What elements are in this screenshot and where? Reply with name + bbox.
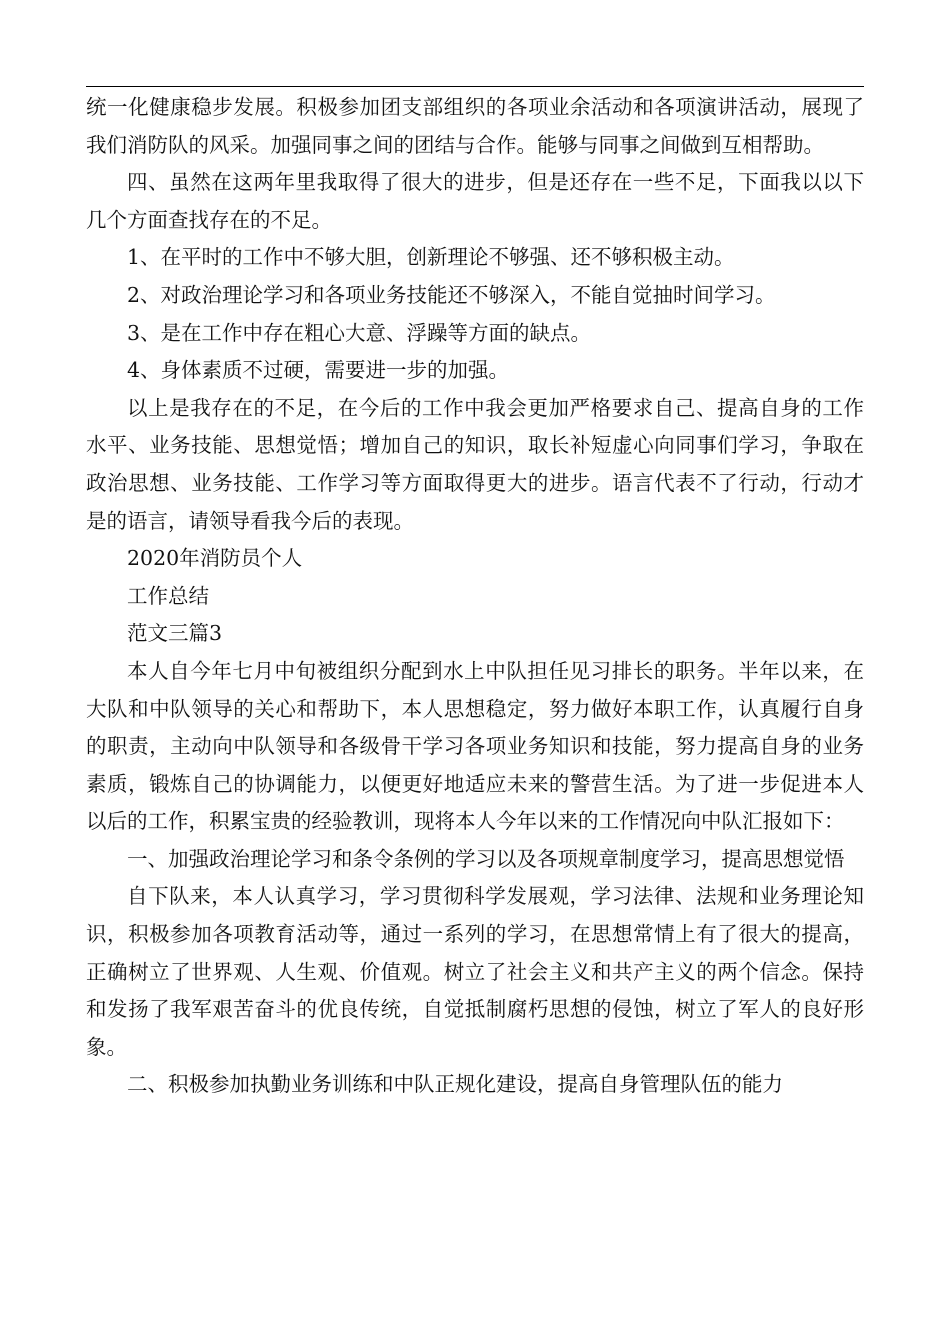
list-item-3: 3、是在工作中存在粗心大意、浮躁等方面的缺点。 (127, 320, 592, 345)
paragraph-intro: 本人自今年七月中旬被组织分配到水上中队担任见习排长的职务。半年以来，在大队和中队领导的关心和帮助下，本人思想稳定，努力做好本职工作，认真履行自身的职责，主动向中队领导和各级骨干学习各项业务知识和技能，努力提高自身的业务素质，锻炼自己的协调能力，以便更好地适应未来的警营生活。为了进一步促进本人以后的工作，积累宝贵的经验教训，现将本人今年以来的工作情况向中队汇报如下： (86, 658, 864, 834)
paragraph-section-four-heading: 四、虽然在这两年里我取得了很大的进步，但是还存在一些不足，下面我以以下几个方面查找存在的不足。 (86, 170, 864, 232)
list-item-1: 1、在平时的工作中不够大胆，创新理论不够强、还不够积极主动。 (127, 245, 735, 270)
paragraph-continued: 统一化健康稳步发展。积极参加团支部组织的各项业余活动和各项演讲活动，展现了我们消防队的风采。加强同事之间的团结与合作。能够与同事之间做到互相帮助。 (86, 95, 864, 157)
article-title-line-1: 2020年消防员个人 (127, 546, 303, 571)
document-body (86, 89, 864, 1104)
paragraph-conclusion: 以上是我存在的不足，在今后的工作中我会更加严格要求自己、提高自身的工作水平、业务技能、思想觉悟；增加自己的知识，取长补短虚心向同事们学习，争取在政治思想、业务技能、工作学习等方面取得更大的进步。语言代表不了行动，行动才是的语言，请领导看我今后的表现。 (86, 395, 864, 533)
section-heading-one: 一、加强政治理论学习和条令条例的学习以及各项规章制度学习，提高思想觉悟 (127, 846, 845, 871)
paragraph-section-one-body: 自下队来，本人认真学习，学习贯彻科学发展观，学习法律、法规和业务理论知识，积极参加各项教育活动等，通过一系列的学习，在思想常情上有了很大的提高，正确树立了世界观、人生观、价值观。树立了社会主义和共产主义的两个信念。保持和发扬了我军艰苦奋斗的优良传统，自觉抵制腐朽思想的侵蚀，树立了军人的良好形象。 (86, 884, 864, 1059)
article-title-line-2: 工作总结 (127, 583, 209, 608)
section-heading-two: 二、积极参加执勤业务训练和中队正规化建设，提高自身管理队伍的能力 (127, 1072, 783, 1097)
article-title-line-3: 范文三篇3 (127, 621, 223, 646)
header-rule (86, 86, 864, 87)
document-page (86, 0, 864, 1344)
list-item-4: 4、身体素质不过硬，需要进一步的加强。 (127, 358, 510, 383)
list-item-2: 2、对政治理论学习和各项业务技能还不够深入，不能自觉抽时间学习。 (127, 282, 776, 307)
